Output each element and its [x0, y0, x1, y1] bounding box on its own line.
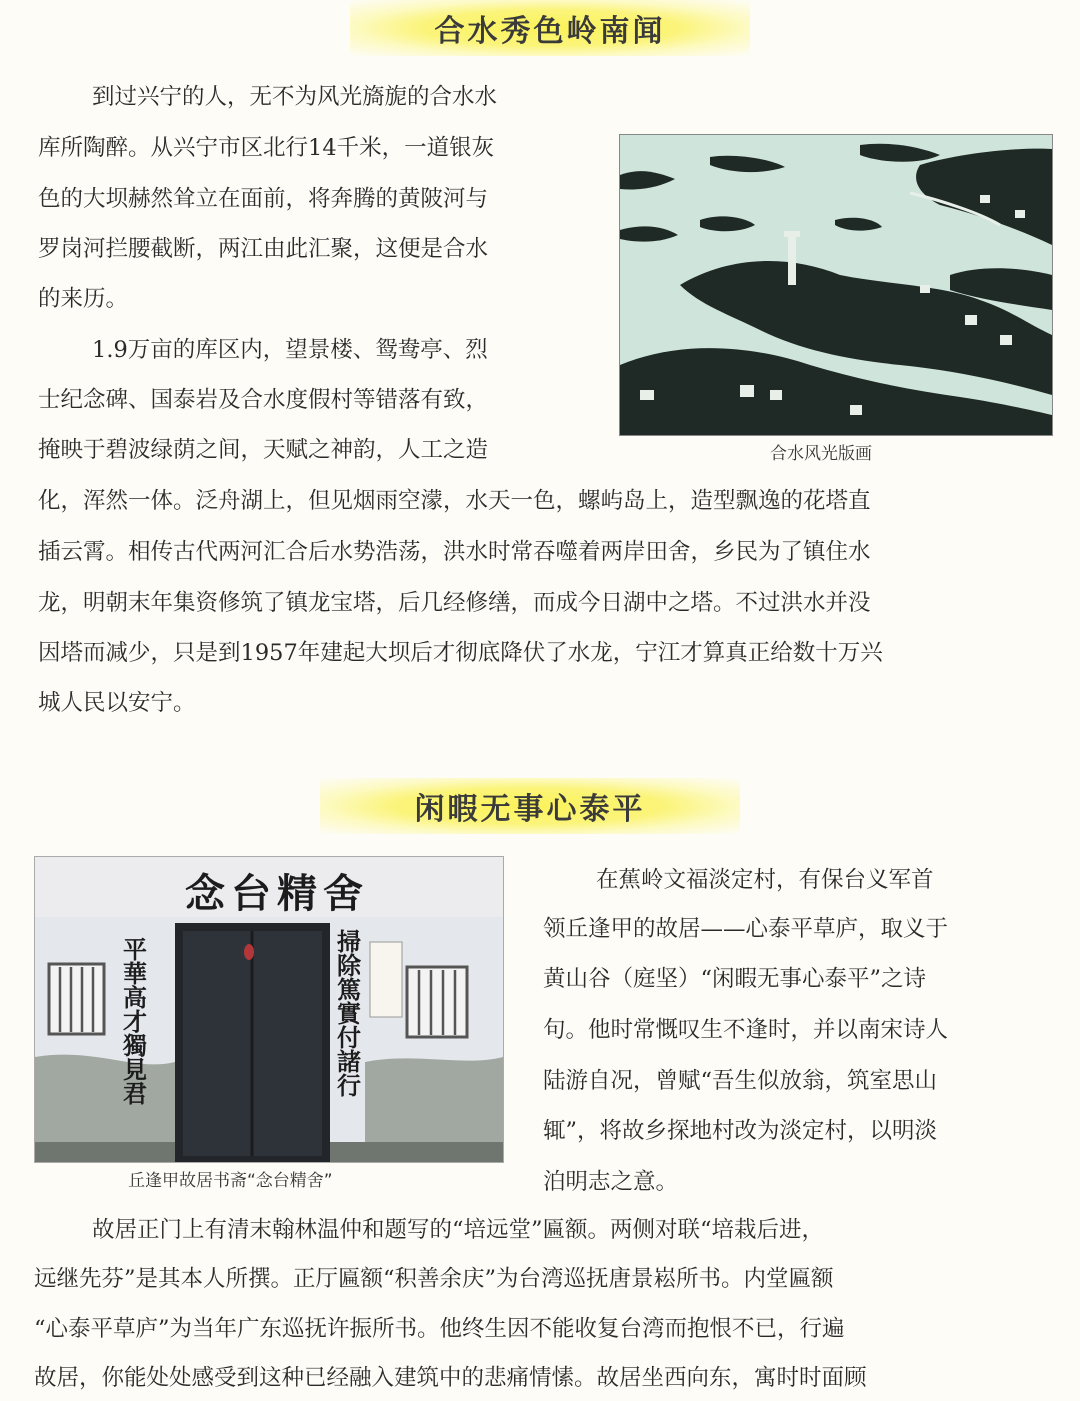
paragraph-line: 化，浑然一体。泛舟湖上，但见烟雨空濛，水天一色，螺屿岛上，造型飘逸的花塔直: [38, 488, 871, 514]
paragraph-line: 泊明志之意。: [543, 1169, 679, 1195]
paragraph-line: 的来历。: [38, 286, 129, 312]
paragraph-line: 掩映于碧波绿荫之间，天赋之神韵，人工之造: [38, 437, 489, 463]
couplet-right-text: 掃除篤實付諸行: [332, 929, 362, 1097]
couplet-left-text: 平華高才獨見君: [118, 937, 148, 1105]
paragraph-line: 故居，你能处处感受到这种已经融入建筑中的悲痛情愫。故居坐西向东，寓时时面顾: [34, 1365, 867, 1391]
paragraph-line: 故居正门上有清末翰林温仲和题写的“培远堂”匾额。两侧对联“培栽后进，: [92, 1217, 825, 1243]
figure-caption: 丘逢甲故居书斋“念台精舍”: [128, 1171, 333, 1191]
paragraph-line: 到过兴宁的人，无不为风光旖旎的合水水: [92, 84, 498, 110]
paragraph-line: 罗岗河拦腰截断，两江由此汇聚，这便是合水: [38, 236, 489, 262]
paragraph-line: 1.9万亩的库区内，望景楼、鸳鸯亭、烈: [92, 337, 488, 363]
paragraph-line: 在蕉岭文福淡定村，有保台义军首: [596, 867, 934, 893]
paragraph-line: 龙，明朝末年集资修筑了镇龙宝塔，后几经修缮，而成今日湖中之塔。不过洪水并没: [38, 590, 871, 616]
woodcut-illustration: [620, 135, 1052, 435]
house-photo-illustration: [35, 857, 503, 1162]
plaque-text: 念台精舍: [185, 870, 369, 917]
reservoir-woodcut-image: [619, 134, 1053, 436]
paragraph-line: 库所陶醉。从兴宁市区北行14千米，一道银灰: [38, 135, 495, 161]
scholar-study-photo: [34, 856, 504, 1163]
paragraph-line: 城人民以安宁。: [38, 690, 196, 716]
paragraph-line: 黄山谷（庭坚）“闲暇无事心泰平”之诗: [543, 966, 927, 992]
figure-caption: 合水风光版画: [770, 444, 872, 464]
paragraph-line: 陆游自况，曾赋“吾生似放翁，筑室思山: [543, 1068, 938, 1094]
paragraph-line: 远继先芬”是其本人所撰。正厅匾额“积善余庆”为台湾巡抚唐景崧所书。内堂匾额: [34, 1266, 834, 1292]
section-title-banner: [350, 0, 750, 56]
paragraph-line: 色的大坝赫然耸立在面前，将奔腾的黄陂河与: [38, 186, 489, 212]
section-title-banner: [320, 778, 740, 834]
paragraph-line: 插云霄。相传古代两河汇合后水势浩荡，洪水时常吞噬着两岸田舍，乡民为了镇住水: [38, 539, 871, 565]
section-title: 闲暇无事心泰平: [414, 792, 646, 827]
paragraph-line: 辄”，将故乡探地村改为淡定村，以明淡: [543, 1118, 938, 1144]
paragraph-line: 句。他时常慨叹生不逢时，并以南宋诗人: [543, 1017, 949, 1043]
paragraph-line: 因塔而减少，只是到1957年建起大坝后才彻底降伏了水龙，宁江才算真正给数十万兴: [38, 640, 883, 666]
paragraph-line: “心泰平草庐”为当年广东巡抚许振所书。他终生因不能收复台湾而抱恨不已，行遍: [34, 1316, 845, 1342]
paragraph-line: 士纪念碑、国泰岩及合水度假村等错落有致，: [38, 387, 489, 413]
section-title: 合水秀色岭南闻: [434, 14, 666, 49]
paragraph-line: 领丘逢甲的故居——心泰平草庐，取义于: [543, 916, 949, 942]
